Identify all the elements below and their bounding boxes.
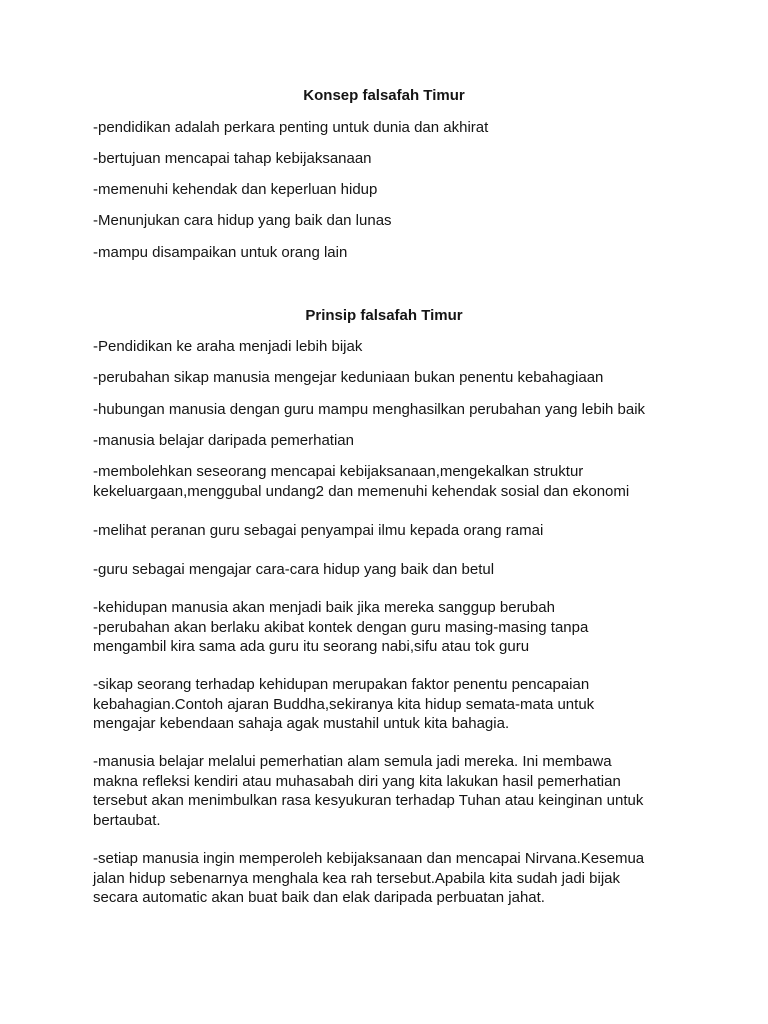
text-line: -hubungan manusia dengan guru mampu menghasilkan perubahan yang lebih baik <box>93 401 646 418</box>
text-line: -melihat peranan guru sebagai penyampai ilmu kepada orang ramai <box>93 522 544 539</box>
text-line: -pendidikan adalah perkara penting untuk dunia dan akhirat <box>93 119 489 136</box>
text-line: -manusia belajar melalui pemerhatian alam semula jadi mereka. Ini membawa <box>93 753 612 770</box>
section-heading-prinsip: Prinsip falsafah Timur <box>305 307 463 324</box>
bullet-paragraph <box>93 118 733 138</box>
bullet-paragraph <box>93 462 733 501</box>
bullet-paragraph <box>93 211 733 231</box>
text-line: -manusia belajar daripada pemerhatian <box>93 432 354 449</box>
bullet-paragraph <box>93 400 733 420</box>
section-heading-konsep: Konsep falsafah Timur <box>303 87 465 104</box>
text-line: kebahagian.Contoh ajaran Buddha,sekiranya kita hidup semata-mata untuk <box>93 695 595 713</box>
bullet-paragraph <box>93 752 733 830</box>
bullet-paragraph <box>93 243 733 263</box>
text-line: -Pendidikan ke araha menjadi lebih bijak <box>93 338 363 355</box>
bullet-paragraph <box>93 560 733 580</box>
text-line: tersebut akan menimbulkan rasa kesyukuran terhadap Tuhan atau keinginan untuk <box>93 792 644 809</box>
bullet-paragraph <box>93 849 733 908</box>
text-line: -setiap manusia ingin memperoleh kebijaksanaan dan mencapai Nirvana.Kesemua <box>93 850 645 867</box>
text-line: -perubahan sikap manusia mengejar keduniaan bukan penentu kebahagiaan <box>93 369 604 386</box>
bullet-paragraph <box>93 675 733 734</box>
text-line: -Menunjukan cara hidup yang baik dan lunas <box>93 212 392 229</box>
text-line: makna refleksi kendiri atau muhasabah diri yang kita lakukan hasil pemerhatian <box>93 772 621 790</box>
text-line: -membolehkan seseorang mencapai kebijaksanaan,mengekalkan struktur <box>93 463 584 480</box>
text-line: -perubahan akan berlaku akibat kontek dengan guru masing-masing tanpa <box>93 618 589 636</box>
text-line: kekeluargaan,menggubal undang2 dan memenuhi kehendak sosial dan ekonomi <box>93 482 630 500</box>
bullet-paragraph <box>93 368 733 388</box>
text-line: -guru sebagai mengajar cara-cara hidup yang baik dan betul <box>93 561 495 578</box>
bullet-paragraph <box>93 149 733 169</box>
text-line: mengajar kebendaan sahaja agak mustahil untuk kita bahagia. <box>93 715 510 732</box>
text-line: -mampu disampaikan untuk orang lain <box>93 244 348 261</box>
text-line: -memenuhi kehendak dan keperluan hidup <box>93 181 378 198</box>
bullet-paragraph <box>93 521 733 541</box>
text-line: bertaubat. <box>93 811 161 829</box>
text-line: -bertujuan mencapai tahap kebijaksanaan <box>93 150 372 167</box>
bullet-paragraph <box>93 598 733 657</box>
text-line: mengambil kira sama ada guru itu seorang nabi,sifu atau tok guru <box>93 638 530 655</box>
text-line: secara automatic akan buat baik dan elak daripada perbuatan jahat. <box>93 889 545 906</box>
bullet-paragraph <box>93 431 733 451</box>
bullet-paragraph <box>93 337 733 357</box>
text-line: -sikap seorang terhadap kehidupan merupakan faktor penentu pencapaian <box>93 676 590 693</box>
text-line: -kehidupan manusia akan menjadi baik jika mereka sanggup berubah <box>93 599 555 616</box>
bullet-paragraph <box>93 180 733 200</box>
text-line: jalan hidup sebenarnya menghala kea rah tersebut.Apabila kita sudah jadi bijak <box>93 869 621 887</box>
